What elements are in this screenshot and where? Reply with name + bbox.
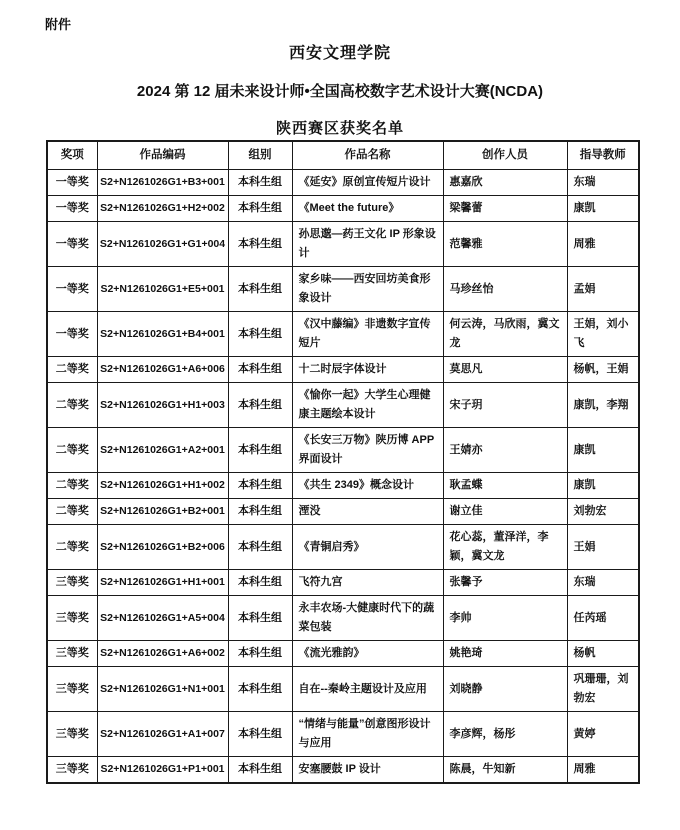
creators-cell: 何云涛，马欣雨，冀文龙 — [443, 312, 567, 357]
table-row — [47, 596, 639, 641]
work-name-cell: 孙思邈—药王文化 IP 形象设计 — [292, 222, 443, 267]
work-name-cell: 《共生 2349》概念设计 — [292, 473, 443, 499]
work-code-cell: S2+N1261026G1+H1+002 — [97, 473, 228, 499]
award-cell: 三等奖 — [47, 667, 97, 712]
work-code-cell: S2+N1261026G1+A1+007 — [97, 712, 228, 757]
table-row — [47, 641, 639, 667]
advisors-cell: 东瑞 — [567, 170, 639, 196]
creators-cell: 莫思凡 — [443, 357, 567, 383]
column-header: 奖项 — [47, 141, 97, 170]
work-name-cell: 家乡味——西安回坊美食形象设计 — [292, 267, 443, 312]
award-cell: 三等奖 — [47, 641, 97, 667]
work-code-cell: S2+N1261026G1+B4+001 — [97, 312, 228, 357]
advisors-cell: 康凯 — [567, 196, 639, 222]
group-cell: 本科生组 — [228, 383, 292, 428]
group-cell: 本科生组 — [228, 596, 292, 641]
advisors-cell: 巩珊珊，刘勃宏 — [567, 667, 639, 712]
work-name-cell: 自在--秦岭主题设计及应用 — [292, 667, 443, 712]
group-cell: 本科生组 — [228, 312, 292, 357]
group-cell: 本科生组 — [228, 267, 292, 312]
table-row — [47, 570, 639, 596]
advisors-cell: 周雅 — [567, 757, 639, 784]
creators-cell: 谢立佳 — [443, 499, 567, 525]
creators-cell: 惠嘉欣 — [443, 170, 567, 196]
work-name-cell: 十二时辰字体设计 — [292, 357, 443, 383]
creators-cell: 李帅 — [443, 596, 567, 641]
column-header: 作品编码 — [97, 141, 228, 170]
work-name-cell: 《Meet the future》 — [292, 196, 443, 222]
award-cell: 二等奖 — [47, 499, 97, 525]
work-code-cell: S2+N1261026G1+B2+006 — [97, 525, 228, 570]
work-name-cell: “情绪与能量”创意图形设计与应用 — [292, 712, 443, 757]
creators-cell: 张馨予 — [443, 570, 567, 596]
award-cell: 二等奖 — [47, 473, 97, 499]
competition-title: 2024 第 12 届未来设计师•全国高校数字艺术设计大赛(NCDA) — [136, 83, 544, 100]
work-code-cell: S2+N1261026G1+A5+004 — [97, 596, 228, 641]
table-row — [47, 222, 639, 267]
group-cell: 本科生组 — [228, 757, 292, 784]
table-row — [47, 170, 639, 196]
table-row — [47, 196, 639, 222]
work-name-cell: 湮没 — [292, 499, 443, 525]
column-header: 组别 — [228, 141, 292, 170]
column-header: 创作人员 — [443, 141, 567, 170]
table-row — [47, 357, 639, 383]
work-code-cell: S2+N1261026G1+A6+002 — [97, 641, 228, 667]
award-cell: 一等奖 — [47, 312, 97, 357]
table-row — [47, 525, 639, 570]
advisors-cell: 孟娟 — [567, 267, 639, 312]
advisors-cell: 周雅 — [567, 222, 639, 267]
work-name-cell: 《延安》原创宣传短片设计 — [292, 170, 443, 196]
table-row — [47, 499, 639, 525]
award-cell: 一等奖 — [47, 222, 97, 267]
work-code-cell: S2+N1261026G1+G1+004 — [97, 222, 228, 267]
creators-cell: 耿孟蝶 — [443, 473, 567, 499]
table-row — [47, 383, 639, 428]
group-cell: 本科生组 — [228, 170, 292, 196]
award-cell: 一等奖 — [47, 267, 97, 312]
group-cell: 本科生组 — [228, 570, 292, 596]
award-cell: 三等奖 — [47, 712, 97, 757]
table-row — [47, 428, 639, 473]
work-code-cell: S2+N1261026G1+H1+003 — [97, 383, 228, 428]
creators-cell: 宋子玥 — [443, 383, 567, 428]
creators-cell: 王婧亦 — [443, 428, 567, 473]
work-name-cell: 《长安三万物》陕历博 APP 界面设计 — [292, 428, 443, 473]
award-cell: 二等奖 — [47, 428, 97, 473]
group-cell: 本科生组 — [228, 357, 292, 383]
work-name-cell: 飞符九宫 — [292, 570, 443, 596]
award-cell: 一等奖 — [47, 196, 97, 222]
table-row — [47, 667, 639, 712]
advisors-cell: 康凯 — [567, 428, 639, 473]
creators-cell: 花心蕊，董泽洋，李颖，冀文龙 — [443, 525, 567, 570]
group-cell: 本科生组 — [228, 222, 292, 267]
column-header: 作品名称 — [292, 141, 443, 170]
table-body — [47, 170, 639, 784]
creators-cell: 范馨雅 — [443, 222, 567, 267]
work-code-cell: S2+N1261026G1+H1+001 — [97, 570, 228, 596]
creators-cell: 梁馨蕾 — [443, 196, 567, 222]
document-header — [0, 40, 680, 138]
table-row — [47, 473, 639, 499]
creators-cell: 姚艳琦 — [443, 641, 567, 667]
advisors-cell: 王娟 — [567, 525, 639, 570]
group-cell: 本科生组 — [228, 667, 292, 712]
table-row — [47, 267, 639, 312]
award-cell: 二等奖 — [47, 383, 97, 428]
work-code-cell: S2+N1261026G1+P1+001 — [97, 757, 228, 784]
work-code-cell: S2+N1261026G1+N1+001 — [97, 667, 228, 712]
advisors-cell: 王娟，刘小飞 — [567, 312, 639, 357]
work-code-cell: S2+N1261026G1+E5+001 — [97, 267, 228, 312]
award-cell: 一等奖 — [47, 170, 97, 196]
column-header: 指导教师 — [567, 141, 639, 170]
work-name-cell: 安塞腰鼓 IP 设计 — [292, 757, 443, 784]
award-cell: 二等奖 — [47, 357, 97, 383]
table-row — [47, 141, 639, 170]
creators-cell: 刘晓静 — [443, 667, 567, 712]
group-cell: 本科生组 — [228, 473, 292, 499]
group-cell: 本科生组 — [228, 428, 292, 473]
award-cell: 三等奖 — [47, 570, 97, 596]
group-cell: 本科生组 — [228, 499, 292, 525]
group-cell: 本科生组 — [228, 196, 292, 222]
table-header-row — [47, 141, 639, 170]
advisors-cell: 任芮瑶 — [567, 596, 639, 641]
group-cell: 本科生组 — [228, 525, 292, 570]
work-code-cell: S2+N1261026G1+A2+001 — [97, 428, 228, 473]
advisors-cell: 黄婷 — [567, 712, 639, 757]
work-code-cell: S2+N1261026G1+B3+001 — [97, 170, 228, 196]
advisors-cell: 杨帆 — [567, 641, 639, 667]
creators-cell: 马珍丝怡 — [443, 267, 567, 312]
work-code-cell: S2+N1261026G1+H2+002 — [97, 196, 228, 222]
table-row — [47, 712, 639, 757]
page-title: 西安文理学院 — [288, 45, 391, 62]
group-cell: 本科生组 — [228, 641, 292, 667]
table-row — [47, 757, 639, 784]
creators-cell: 陈晨，牛知新 — [443, 757, 567, 784]
work-name-cell: 《汉中藤编》非遗数字宣传短片 — [292, 312, 443, 357]
group-cell: 本科生组 — [228, 712, 292, 757]
attachment-label: 附件 — [45, 17, 72, 32]
work-name-cell: 永丰农场-大健康时代下的蔬菜包装 — [292, 596, 443, 641]
creators-cell: 李彦辉，杨彤 — [443, 712, 567, 757]
award-cell: 二等奖 — [47, 525, 97, 570]
advisors-cell: 东瑞 — [567, 570, 639, 596]
work-code-cell: S2+N1261026G1+A6+006 — [97, 357, 228, 383]
advisors-cell: 康凯，李翔 — [567, 383, 639, 428]
award-cell: 三等奖 — [47, 757, 97, 784]
awards-table — [46, 140, 640, 784]
award-list-subtitle: 陕西赛区获奖名单 — [275, 120, 404, 137]
award-cell: 三等奖 — [47, 596, 97, 641]
work-name-cell: 《愉你一起》大学生心理健康主题绘本设计 — [292, 383, 443, 428]
advisors-cell: 刘勃宏 — [567, 499, 639, 525]
table-row — [47, 312, 639, 357]
advisors-cell: 康凯 — [567, 473, 639, 499]
advisors-cell: 杨帆，王娟 — [567, 357, 639, 383]
work-code-cell: S2+N1261026G1+B2+001 — [97, 499, 228, 525]
work-name-cell: 《青铜启秀》 — [292, 525, 443, 570]
work-name-cell: 《流光雅韵》 — [292, 641, 443, 667]
